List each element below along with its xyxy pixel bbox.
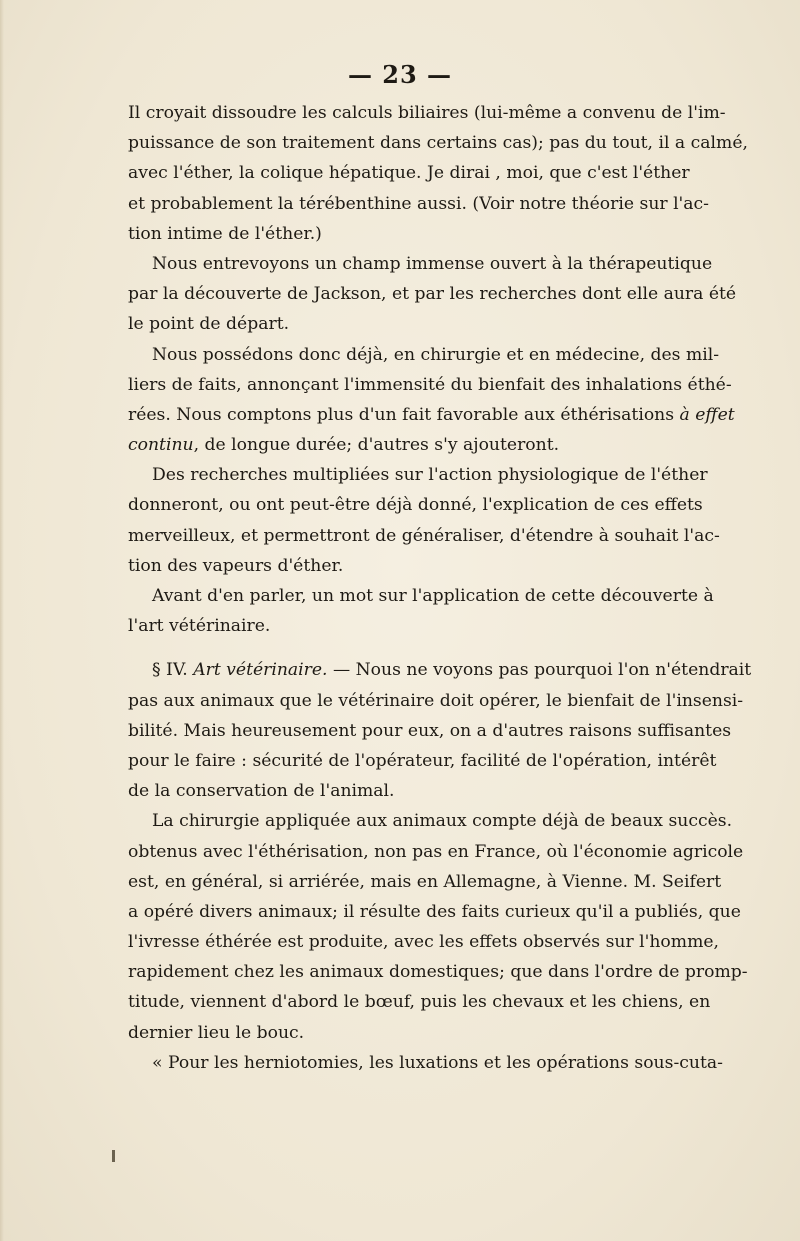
text-line: de la conservation de l'animal. <box>128 781 395 802</box>
margin-mark <box>112 1150 115 1162</box>
text-line: « Pour les herniotomies, les luxations et les opérations sous-cuta- <box>152 1052 723 1073</box>
body-text <box>128 98 752 1078</box>
text-line: rapidement chez les animaux domestiques; que dans l'ordre de promp- <box>128 962 748 983</box>
text-line: bilité. Mais heureusement pour eux, on a d'autres raisons suffisantes <box>128 720 732 741</box>
text-line: La chirurgie appliquée aux animaux compte déjà de beaux succès. <box>152 811 733 832</box>
text-line: continu, de longue durée; d'autres s'y ajouteront. <box>128 435 560 456</box>
text-line: par la découverte de Jackson, et par les recherches dont elle aura été <box>128 284 737 305</box>
text-line: est, en général, si arriérée, mais en Allemagne, à Vienne. M. Seifert <box>128 871 722 892</box>
text-line: l'art vétérinaire. <box>128 616 271 637</box>
text-line: dernier lieu le bouc. <box>128 1022 305 1043</box>
section-gap <box>128 641 688 655</box>
text-line: tion intime de l'éther.) <box>128 223 322 244</box>
page-edge-shadow <box>0 0 4 1241</box>
text-line: Il croyait dissoudre les calculs biliaires (lui-même a convenu de l'im- <box>128 103 726 123</box>
text-line: Nous possédons donc déjà, en chirurgie et en médecine, des mil- <box>152 344 720 365</box>
text-line: Avant d'en parler, un mot sur l'application de cette découverte à <box>152 586 714 606</box>
text-line: pour le faire : sécurité de l'opérateur, facilité de l'opération, intérêt <box>128 750 717 771</box>
text-line: puissance de son traitement dans certains cas); pas du tout, il a calmé, <box>128 133 748 154</box>
text-line: § IV. Art vétérinaire. — Nous ne voyons pas pourquoi l'on n'étendrait <box>152 660 752 681</box>
text-line: avec l'éther, la colique hépatique. Je dirai , moi, que c'est l'éther <box>128 163 690 184</box>
page-number: — 23 — <box>347 60 453 89</box>
text-line: a opéré divers animaux; il résulte des faits curieux qu'il a publiés, que <box>128 901 741 922</box>
text-line: le point de départ. <box>128 314 290 335</box>
text-line: Des recherches multipliées sur l'action physiologique de l'éther <box>152 465 708 486</box>
text-line: merveilleux, et permettront de généraliser, d'étendre à souhait l'ac- <box>128 525 720 546</box>
text-line: donneront, ou ont peut-être déjà donné, l'explication de ces effets <box>128 495 703 516</box>
text-line: tion des vapeurs d'éther. <box>128 555 344 576</box>
text-line: Nous entrevoyons un champ immense ouvert à la thérapeutique <box>152 253 713 274</box>
text-line: liers de faits, annonçant l'immensité du bienfait des inhalations éthé- <box>128 374 732 395</box>
text-line: pas aux animaux que le vétérinaire doit opérer, le bienfait de l'insensi- <box>128 690 744 711</box>
text-line: et probablement la térébenthine aussi. (Voir notre théorie sur l'ac- <box>128 193 709 214</box>
text-line: rées. Nous comptons plus d'un fait favorable aux éthérisations à effet <box>128 404 735 425</box>
text-line: titude, viennent d'abord le bœuf, puis les chevaux et les chiens, en <box>128 992 711 1013</box>
text-line: l'ivresse éthérée est produite, avec les effets observés sur l'homme, <box>128 932 720 953</box>
text-line: obtenus avec l'éthérisation, non pas en France, où l'économie agricole <box>128 841 744 862</box>
